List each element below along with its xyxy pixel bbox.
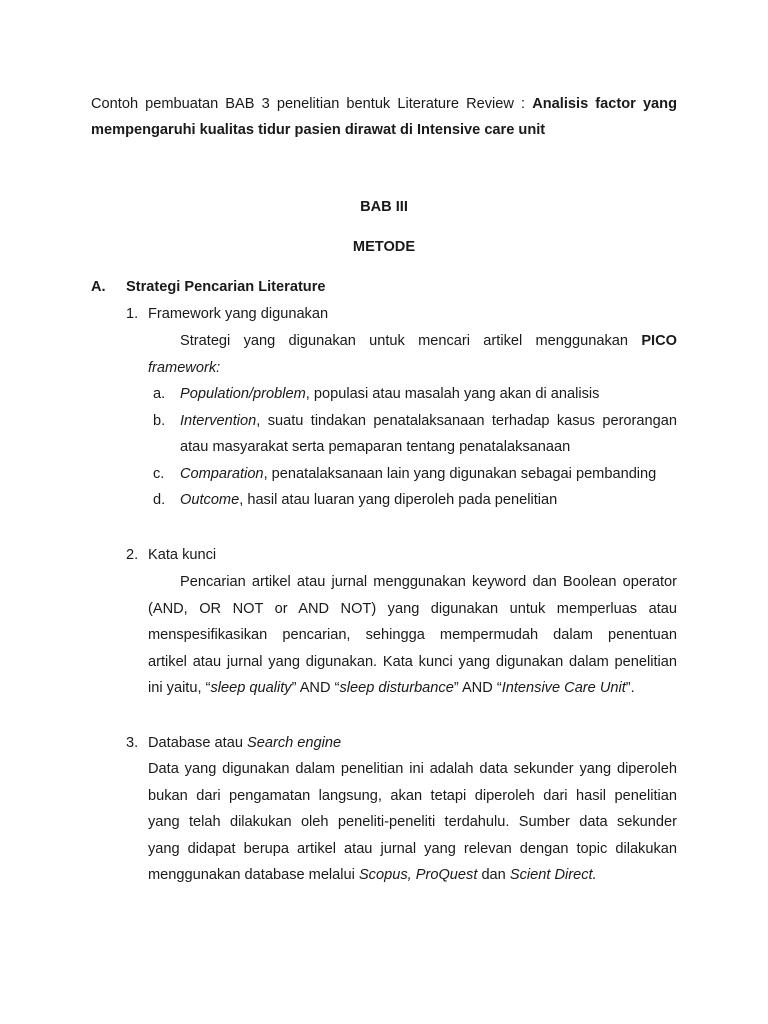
section-title: Strategi Pencarian Literature — [126, 279, 326, 295]
list-number: 2. — [126, 547, 139, 563]
sub-term: Population/problem — [180, 386, 306, 402]
sub-line — [180, 408, 677, 435]
keyword-text: ” AND “ — [453, 680, 502, 696]
item3-paragraph-line: yang telah dilakukan oleh peneliti-peneliti terdahulu. Sumber data sekunder — [148, 814, 677, 830]
item2-paragraph — [148, 569, 677, 702]
sub-letter: d. — [153, 492, 166, 508]
sub-text: , penatalaksanaan lain yang digunakan sebagai pembanding — [263, 465, 657, 482]
chapter-title: METODE — [352, 239, 416, 255]
intro-bold-title-1: Analisis factor yang — [532, 96, 678, 112]
list-item-title-italic: Search engine — [247, 735, 342, 751]
sub-item-body — [180, 408, 677, 461]
sub-item-d — [153, 487, 677, 514]
database-text: dan — [477, 867, 510, 883]
keyword-icu: Intensive Care Unit — [501, 680, 626, 696]
keyword-text: ini yaitu, “ — [148, 680, 211, 696]
item2-paragraph-line: artikel atau jurnal yang digunakan. Kata kunci yang digunakan dalam penelitian — [148, 653, 677, 670]
keyword-sleep-disturbance: sleep disturbance — [339, 680, 454, 696]
section-a-heading — [91, 277, 677, 297]
keyword-text: ”. — [625, 680, 635, 696]
item3-paragraph-line: bukan dari pengamatan langsung, akan tetapi diperoleh dari hasil penelitian — [148, 787, 677, 804]
sub-item-c — [153, 461, 677, 488]
item1-para-text: Strategi yang digunakan untuk mencari artikel menggunakan — [180, 333, 642, 349]
sub-letter: b. — [153, 412, 166, 429]
sub-letter: a. — [153, 386, 166, 402]
item1-paragraph — [148, 328, 677, 381]
item2-paragraph-line: menspesifikasikan pencarian, sehingga mempermudah dalam penentuan — [148, 627, 677, 643]
sub-term: Intervention — [180, 412, 257, 429]
item2-paragraph-line: Pencarian artikel atau jurnal menggunakan keyword dan Boolean operator — [180, 574, 677, 590]
keyword-text: ” AND “ — [291, 680, 340, 696]
sub-item-a — [153, 381, 677, 408]
item1-paragraph-line — [148, 328, 677, 355]
list-item-title: Kata kunci — [148, 547, 217, 563]
sub-text: atau masyarakat serta pemaparan tentang penatalaksanaan — [180, 439, 571, 455]
item3-paragraph-line: Data yang digunakan dalam penelitian ini adalah data sekunder yang diperoleh — [148, 761, 677, 777]
pico-bold: PICO — [641, 333, 677, 349]
framework-italic: framework: — [148, 359, 221, 376]
database-scient-direct: Scient Direct. — [509, 867, 597, 883]
item2-paragraph-line: (AND, OR NOT or AND NOT) yang digunakan untuk memperluas atau — [148, 600, 677, 617]
sub-term: Comparation — [180, 465, 264, 482]
list-item-title: Database atau — [148, 735, 247, 751]
list-item-2-title — [126, 545, 677, 565]
intro-line-2 — [91, 117, 677, 143]
database-text: menggunakan database melalui — [148, 867, 359, 883]
sub-text: , hasil atau luaran yang diperoleh pada penelitian — [239, 492, 558, 508]
intro-bold-title-2: mempengaruhi kualitas tidur pasien dirawat di Intensive care unit — [91, 122, 546, 138]
sub-item-body — [180, 487, 677, 514]
section-letter: A. — [91, 279, 106, 295]
sub-item-b — [153, 408, 677, 461]
list-item-3-title — [126, 733, 677, 753]
item1-paragraph-line — [148, 355, 677, 382]
database-scopus-proquest: Scopus, ProQuest — [358, 867, 478, 883]
item3-paragraph-line: yang didapat berupa artikel atau jurnal yang relevan dengan topic dilakukan — [148, 840, 677, 857]
item2-paragraph-line — [148, 675, 677, 702]
item3-paragraph — [148, 756, 677, 889]
sub-item-body — [180, 381, 677, 408]
sub-text: , suatu tindakan penatalaksanaan terhadap kasus perorangan — [256, 412, 677, 429]
chapter-heading: BAB III — [360, 199, 408, 215]
document-page — [91, 0, 677, 1024]
list-number: 3. — [126, 735, 139, 751]
intro-plain-text: Contoh pembuatan BAB 3 penelitian bentuk Literature Review : — [91, 96, 533, 112]
sub-letter: c. — [153, 465, 165, 482]
item3-paragraph-line — [148, 862, 677, 889]
sub-item-body — [180, 461, 677, 488]
list-item-title: Framework yang digunakan — [148, 306, 329, 322]
intro-paragraph — [91, 91, 677, 143]
intro-line-1 — [91, 91, 677, 117]
pico-sub-list — [153, 381, 677, 514]
list-item-1-title — [126, 304, 677, 324]
list-number: 1. — [126, 306, 139, 322]
sub-term: Outcome — [180, 492, 240, 508]
keyword-sleep-quality: sleep quality — [210, 680, 292, 696]
sub-text: , populasi atau masalah yang akan di analisis — [305, 386, 600, 402]
